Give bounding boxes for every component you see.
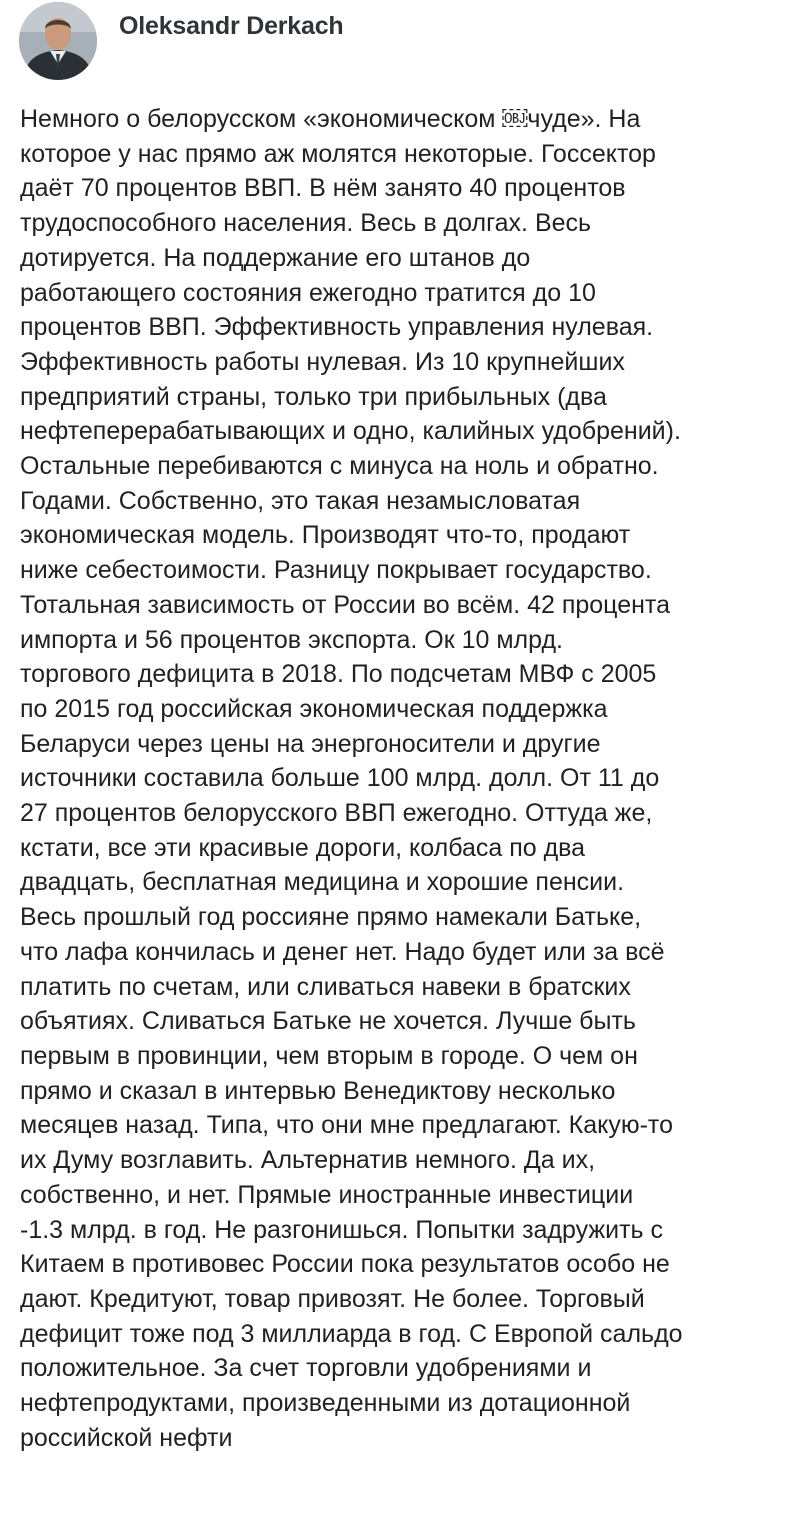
author-name[interactable]: Oleksandr Derkach: [119, 12, 344, 40]
avatar[interactable]: [19, 2, 97, 80]
post-text: Немного о белорусском «экономическом ￼чуде». На которое у нас прямо аж молятся некоторые. Госсектор даёт 70 процентов ВВП. В нём занято 40 процентов трудоспособного населения. Весь в долгах. Весь дотируется. На поддержание его штанов до работающего состояния ежегодно тратится до 10 процентов ВВП. Эффективность управления нулевая. Эффективность работы нулевая. Из 10 крупнейших предприятий страны, только три прибыльных (два нефтеперерабатывающих и одно, калийных удобрений). Остальные перебиваются с минуса на ноль и обратно. Годами. Собственно, это такая незамысловатая экономическая модель. Производят что-то, продают ниже себестоимости. Разницу покрывает государство. Тотальная зависимость от России во всём. 42 процента импорта и 56 процентов экспорта. Ок 10 млрд. торгового дефицита в 2018. По подсчетам МВФ с 2005 по 2015 год российская экономическая поддержка Беларуси через цены на энергоносители и другие источники составила больше 100 млрд. долл. От 11 до 27 процентов белорусского ВВП ежегодно. Оттуда же, кстати, все эти красивые дороги, колбаса по два двадцать, бесплатная медицина и хорошие пенсии. Весь прошлый год россияне прямо намекали Батьке, что лафа кончилась и денег нет. Надо будет или за всё платить по счетам, или сливаться навеки в братских объятиях. Сливаться Батьке не хочется. Лучше быть первым в провинции, чем вторым в городе. О чем он прямо и сказал в интервью Венедиктову несколько месяцев назад. Типа, что они мне предлагают. Какую-то их Думу возглавить. Альтернатив немного. Да их, собственно, и нет. Прямые иностранные инвестиции -1.3 млрд. в год. Не разгонишься. Попытки задружить с Китаем в противовес России пока результатов особо не дают. Кредитуют, товар привозят. Не более. Торговый дефицит тоже под 3 миллиарда в год. С Европой сальдо положительное. За счет торговли удобрениями и нефтепродуктами, произведенными из дотационной российской нефти: [20, 105, 683, 1452]
profile-photo-icon: [19, 2, 97, 80]
post-header: [19, 2, 344, 82]
